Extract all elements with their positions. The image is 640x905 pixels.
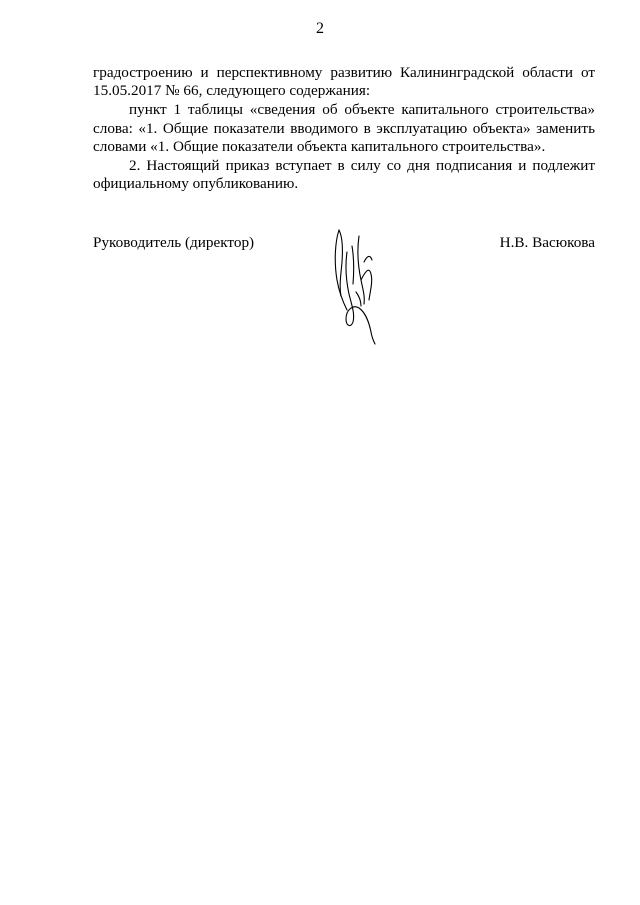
paragraph-effective-date: 2. Настоящий приказ вступает в силу со дня подписания и подлежит официальному опубликованию.	[93, 157, 595, 193]
document-body	[93, 64, 595, 193]
paragraph-continuation: градостроению и перспективному развитию Калининградской области от 15.05.2017 № 66, следующего содержания:	[93, 64, 595, 100]
signer-name: Н.В. Васюкова	[499, 234, 595, 251]
paragraph-amendment: пункт 1 таблицы «сведения об объекте капитального строительства» слова: «1. Общие показатели вводимого в эксплуатацию объекта» заменить словами «1. Общие показатели объекта капитального строительства».	[93, 101, 595, 155]
signer-title: Руководитель (директор)	[93, 234, 255, 251]
page-number: 2	[316, 20, 324, 37]
handwritten-signature-icon	[325, 222, 385, 346]
